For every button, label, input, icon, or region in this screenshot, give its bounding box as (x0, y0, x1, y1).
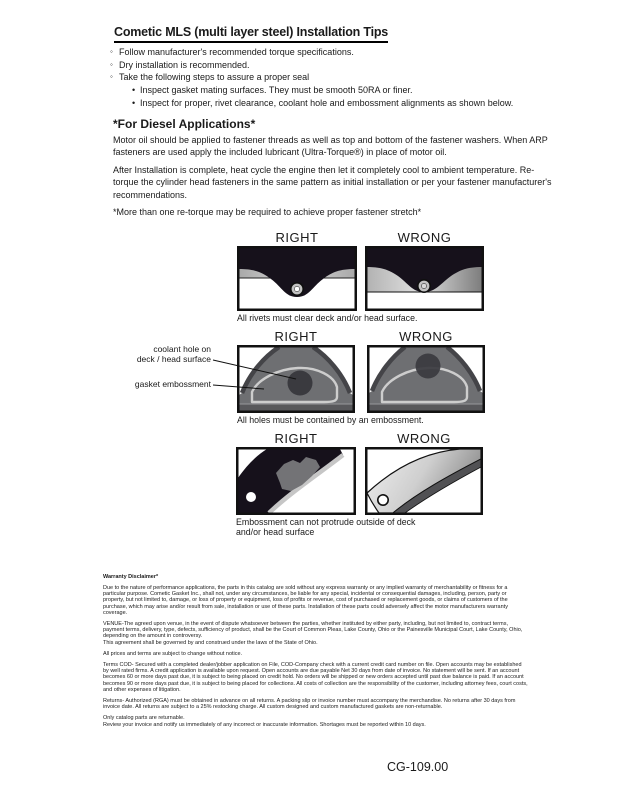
diagram-labels (237, 329, 485, 344)
diagram-boxes (236, 447, 483, 515)
bullet-icon: ◦ (110, 47, 113, 56)
list-item (110, 59, 555, 72)
right-label: RIGHT (274, 329, 318, 344)
protrusion-wrong-diagram (365, 447, 483, 515)
bullet-icon: • (132, 85, 136, 96)
bullet-icon: • (132, 97, 136, 108)
wrong-label: WRONG (397, 431, 451, 446)
legal-paragraph: Terms COD- Secured with a completed dealer/jobber application on File, COD-Company check with a current credit card number on file. Open accounts may be established by well rated firms. A credit application is available upon request. Open accounts are due payable Net 30 days from date of invoice. No statement will be sent. If an account becomes 60 or more days past due, it is subject to being placed on credit hold. No orders will be shipped or new orders accepted until past due balance is paid. If an account becomes 90 or more days past due, it is subject to being placed for collections. All costs of collection are the responsibility of the customer, including attorney fees, court costs, and other expenses of litigation. (103, 662, 528, 693)
legal-paragraph: Returns- Authorized (RGA) must be obtained in advance on all returns. A packing slip or invoice number must accompany the merchandise. No returns after 30 days from invoice date. All returns are subject to a 25% restocking charge. All custom designed and custom manufactured gaskets are non-returnable. (103, 698, 516, 711)
legal-paragraph: Only catalog parts are returnable. (103, 715, 185, 722)
list-item-text: Follow manufacturer's recommended torque specifications. (119, 47, 354, 57)
list-item (110, 84, 555, 97)
warranty-heading: Warranty Disclaimer* (103, 574, 159, 580)
warranty-disclaimer-section (103, 574, 528, 733)
paragraph-motor-oil: Motor oil should be applied to fastener threads as well as top and bottom of the fastener washers. When ARP fasteners are used apply the included lubricant (Ultra-Torque®) in place of motor oil. (113, 135, 548, 158)
list-item (110, 46, 555, 59)
wrong-label: WRONG (397, 230, 452, 245)
list-item-text: Dry installation is recommended. (119, 59, 250, 70)
list-item-text: Take the following steps to assure a proper seal (119, 72, 310, 83)
diagram-labels (236, 431, 483, 446)
legal-paragraph: All prices and terms are subject to change without notice. (103, 650, 243, 657)
diagram-pair-protrusion (236, 431, 483, 537)
page-number: CG-109.00 (387, 760, 449, 774)
embossment-caption: All holes must be contained by an embossment. (237, 415, 424, 425)
coolant-hole-label: coolant hole on deck / head surface (136, 344, 211, 364)
protrusion-caption: Embossment can not protrude outside of deck and/or head surface (236, 517, 416, 537)
list-item (110, 71, 555, 84)
list-item (110, 97, 555, 110)
embossment-wrong-diagram (367, 345, 485, 413)
rivet-wrong-diagram (365, 246, 484, 311)
right-label: RIGHT (275, 230, 319, 245)
wrong-label: WRONG (399, 329, 453, 344)
diagram-boxes (237, 246, 484, 311)
legal-paragraph: VENUE-The agreed upon venue, in the event of dispute whatsoever between the parties, whether instituted by either party, including, but not limited to, contract terms, payment terms, delivery, type, defects, sufficiency of product, shall be the Court of Common Pleas, Lake County, Ohio or the Painesville Municipal Court, Lake County, Ohio, depending on the amount in controversy. (103, 621, 523, 640)
list-item-text: Inspect gasket mating surfaces. They must be smooth 50RA or finer. (140, 85, 413, 96)
bullet-icon: ◦ (110, 59, 113, 69)
page-title: Cometic MLS (multi layer steel) Installation Tips (114, 25, 388, 43)
right-label: RIGHT (274, 431, 318, 446)
gasket-embossment-label: gasket embossment (134, 379, 211, 389)
paragraph-retorque-note: *More than one re-torque may be required to achieve proper fastener stretch* (113, 207, 422, 217)
rivet-right-diagram (237, 246, 357, 311)
protrusion-right-diagram (236, 447, 356, 515)
leader-lines (212, 352, 302, 396)
diagram-pair-rivets (237, 230, 484, 324)
legal-paragraph: This agreement shall be governed by and construed under the laws of the State of Ohio. (103, 639, 318, 646)
diesel-applications-heading: *For Diesel Applications* (113, 117, 256, 131)
bullet-icon: ◦ (110, 72, 113, 82)
rivets-caption: All rivets must clear deck and/or head surface. (237, 313, 418, 323)
installation-tips-list (110, 46, 555, 110)
paragraph-heat-cycle: After Installation is complete, heat cycle the engine then let it completely cool to ambient temperature. Re-torque the cylinder head fasteners in the same pattern as initial installation or per your fastener manufacturer's recommendations. (113, 165, 552, 200)
legal-paragraph: Due to the nature of performance applications, the parts in this catalog are sold without any express warranty or any implied warranty of merchantability or fitness for a particular purpose. Cometic Gasket Inc., shall not, under any circumstances, be liable for any special, incidental or consequential damages, including, person, party or property, but not limited to, damage, or loss of property or equipment, loss of profits or revenue, cost of purchased or replacement goods, or claims of customers of the purchase, which may arise and/or result from sale, installation or use of these parts. Installation of these parts could adversely affect the motor manufacturers warranty coverage. (103, 585, 508, 616)
list-item-text: Inspect for proper, rivet clearance, coolant hole and embossment alignments as shown below. (140, 97, 514, 108)
legal-paragraph: Review your invoice and notify us immediately of any incorrect or inaccurate information. Shortages must be reported within 10 days. (103, 721, 426, 728)
diagram-labels (237, 230, 484, 245)
